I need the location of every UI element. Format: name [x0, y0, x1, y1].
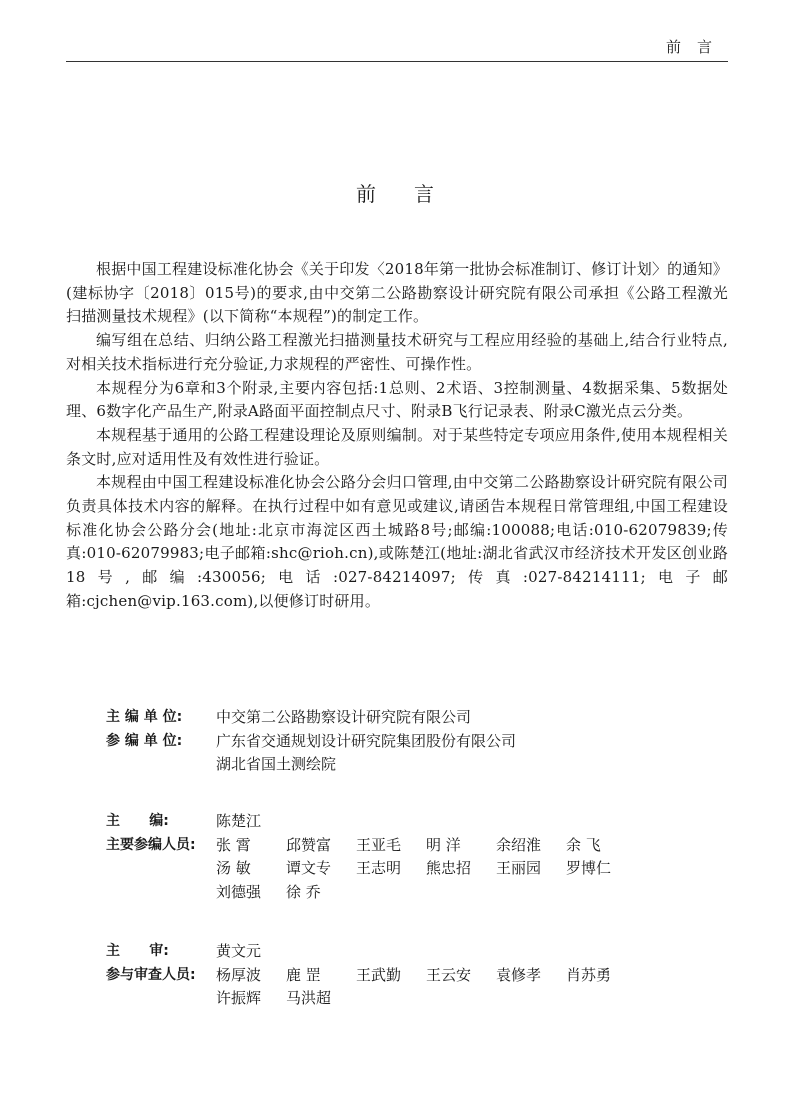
- participating-units-label: 参 编 单 位:: [106, 732, 183, 749]
- editor-name: 邱赞富: [286, 835, 332, 854]
- reviewers-names: [216, 964, 636, 1011]
- reviewers-row: [106, 964, 746, 1011]
- editor-name: 罗博仁: [566, 859, 612, 878]
- editor-name: 明 洋: [426, 835, 461, 854]
- chief-unit-value: 中交第二公路勘察设计研究院有限公司: [216, 708, 472, 726]
- reviewer-name: 马洪超: [286, 989, 332, 1008]
- reviewer-name: 袁修孝: [496, 965, 542, 984]
- chief-reviewer-row: [106, 940, 746, 964]
- editor-name: 谭文专: [286, 859, 332, 878]
- main-editors-names: [216, 834, 636, 905]
- header-rule: [66, 61, 728, 62]
- participating-units-row: [106, 730, 746, 777]
- reviewer-name: 王云安: [426, 965, 472, 984]
- paragraph-5: 本规程由中国工程建设标准化协会公路分会归口管理,由中交第二公路勘察设计研究院有限公司负责具体技术内容的解释。在执行过程中如有意见或建议,请函告本规程日常管理组,中国工程建设标准化协会公路分会(地址:北京市海淀区西土城路8号;邮编:100088;电话:010-62079839;传真:010-62079983;电子邮箱:shc@rioh.cn),或陈楚江(地址:湖北省武汉市经济技术开发区创业路18号,邮编:430056;电话:027-84214097;传真:027-84214111;电子邮箱:cjchen@vip.163.com),以便修订时研用。: [66, 473, 728, 610]
- preface-body: [66, 258, 728, 614]
- reviewer-name: 肖苏勇: [566, 965, 612, 984]
- editor-name: 王志明: [356, 859, 402, 878]
- editor-name: 余 飞: [566, 835, 601, 854]
- chief-unit-label: 主 编 单 位:: [106, 709, 183, 725]
- chief-editor-label: 主 编:: [106, 813, 169, 829]
- reviewers-label: 参与审查人员:: [106, 966, 196, 983]
- editor-name: 汤 敏: [216, 859, 251, 878]
- chief-reviewer-label: 主 审:: [106, 943, 169, 959]
- reviewer-name: 王武勤: [356, 965, 402, 984]
- reviewer-name: 杨厚波: [216, 965, 262, 984]
- reviewer-name: 鹿 罡: [286, 965, 321, 984]
- participating-unit: 湖北省国土测绘院: [216, 755, 337, 774]
- running-header: 前言: [665, 38, 728, 56]
- page-title: 前言: [356, 184, 472, 206]
- chief-editor-value: 陈楚江: [216, 812, 262, 830]
- main-editors-label: 主要参编人员:: [106, 836, 196, 853]
- editor-name: 王亚毛: [356, 835, 402, 854]
- paragraph-2: 编写组在总结、归纳公路工程激光扫描测量技术研究与工程应用经验的基础上,结合行业特点,对相关技术指标进行充分验证,力求规程的严密性、可操作性。: [66, 331, 728, 373]
- reviewer-name: 许振辉: [216, 989, 262, 1008]
- paragraph-4: 本规程基于通用的公路工程建设理论及原则编制。对于某些特定专项应用条件,使用本规程相关条文时,应对适用性及有效性进行验证。: [66, 425, 728, 468]
- editor-name: 张 霄: [216, 835, 251, 854]
- paragraph-1: 根据中国工程建设标准化协会《关于印发〈2018年第一批协会标准制订、修订计划〉的通知》(建标协字〔2018〕015号)的要求,由中交第二公路勘察设计研究院有限公司承担《公路工程激光扫描测量技术规程》(以下简称“本规程”)的制定工作。: [66, 260, 728, 326]
- editor-name: 徐 乔: [286, 883, 321, 902]
- chief-reviewer-value: 黄文元: [216, 942, 262, 960]
- credits-editors: [106, 810, 746, 905]
- editor-name: 王丽园: [496, 859, 542, 878]
- credits-review: [106, 940, 746, 1011]
- editor-name: 熊忠招: [426, 859, 472, 878]
- participating-unit: 广东省交通规划设计研究院集团股份有限公司: [216, 731, 517, 750]
- paragraph-3: 本规程分为6章和3个附录,主要内容包括:1总则、2术语、3控制测量、4数据采集、5数据处理、6数字化产品生产,附录A路面平面控制点尺寸、附录B飞行记录表、附录C激光点云分类。: [66, 378, 728, 421]
- editor-name: 刘德强: [216, 883, 262, 902]
- credits-units: [106, 706, 746, 777]
- chief-editor-row: [106, 810, 746, 834]
- editor-name: 余绍淮: [496, 835, 542, 854]
- chief-unit-row: [106, 706, 746, 730]
- main-editors-row: [106, 834, 746, 905]
